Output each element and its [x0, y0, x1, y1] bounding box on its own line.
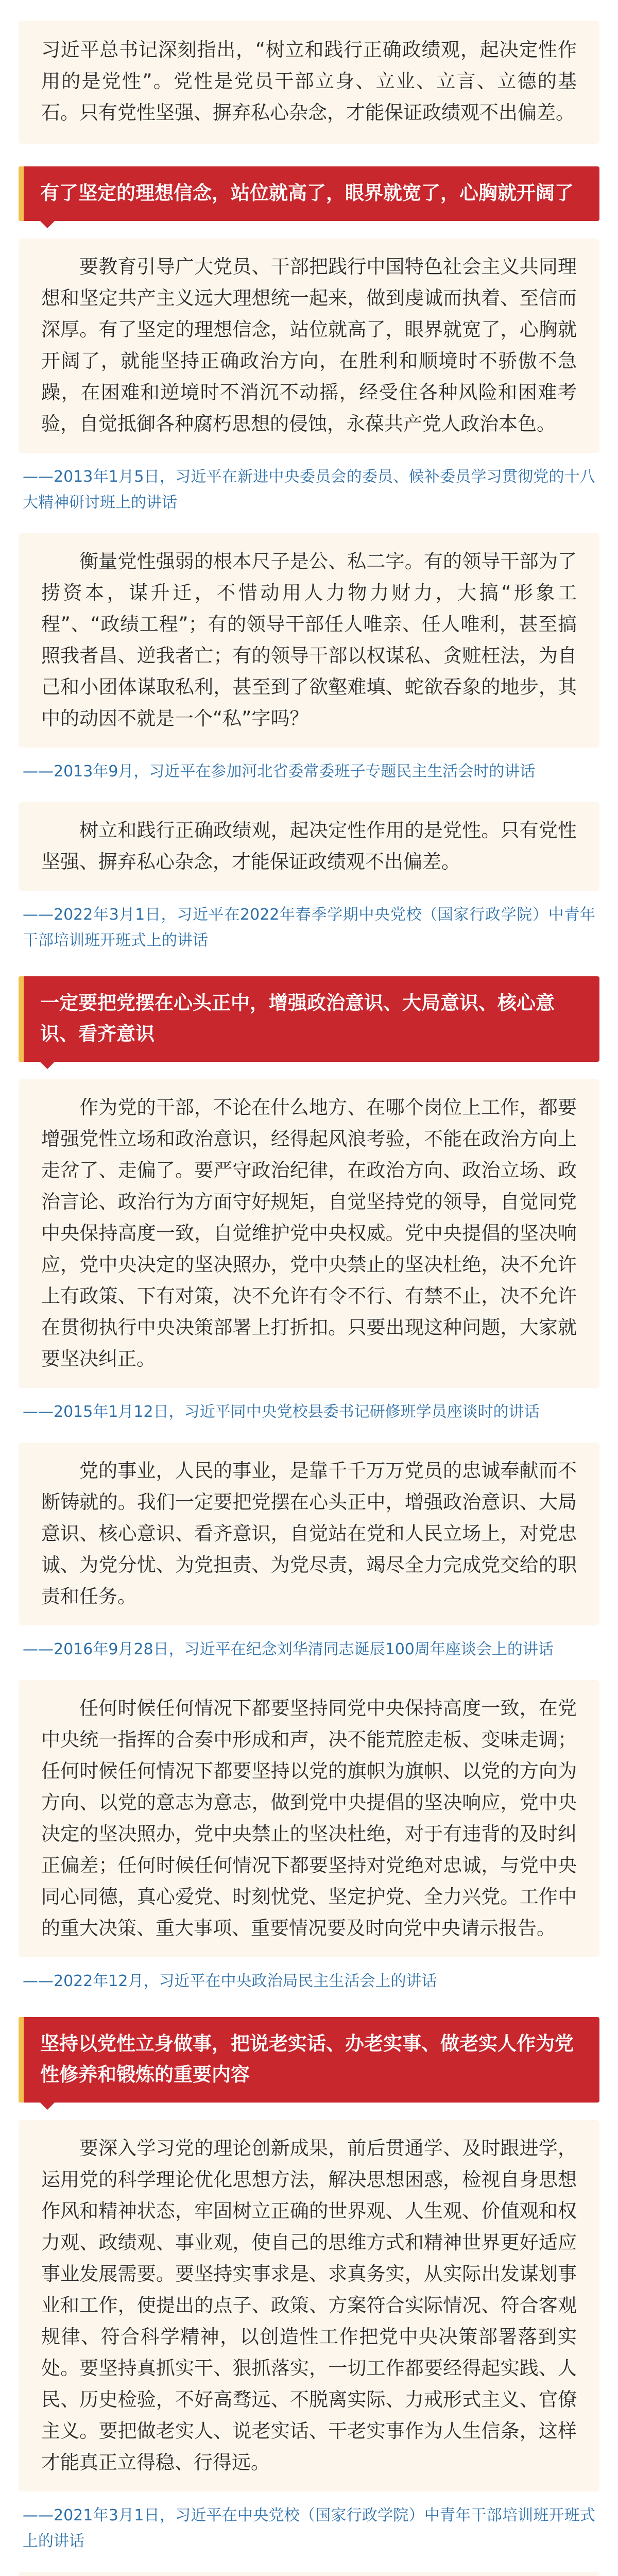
quote-box [19, 2120, 599, 2492]
section-header: 坚持以党性立身做事，把说老实话、办老实事、做老实人作为党性修养和锻炼的重要内容 [19, 2017, 599, 2103]
quote-box [19, 1443, 599, 1625]
quote-text: 衡量党性强弱的根本尺子是公、私二字。有的领导干部为了捞资本，谋升迁，不惜动用人力物力财力，大搞“形象工程”、“政绩工程”；有的领导干部任人唯亲、任人唯利，甚至搞照我者昌、逆我者亡；有的领导干部以权谋私、贪赃枉法，为自己和小团体谋取私利，甚至到了欲壑难填、蛇欲吞象的地步，其中的动因不就是一个“私”字吗？ [41, 550, 577, 730]
quote-box [19, 239, 599, 453]
quote-citation: ——2022年12月，习近平在中央政治局民主生活会上的讲话 [23, 1972, 437, 1990]
section-3 [19, 2017, 599, 2576]
quote-box [19, 1079, 599, 1388]
sections [0, 166, 618, 2576]
section-header: 有了坚定的理想信念，站位就高了，眼界就宽了，心胸就开阔了 [19, 166, 599, 221]
quote-citation: ——2021年3月1日，习近平在中央党校（国家行政学院）中青年干部培训班开班式上的讲话 [23, 2506, 595, 2550]
section-header: 一定要把党摆在心头正中，增强政治意识、大局意识、核心意识、看齐意识 [19, 976, 599, 1062]
quote-box [19, 533, 599, 748]
quote-box [19, 2572, 599, 2576]
quote-citation: ——2022年3月1日，习近平在2022年春季学期中央党校（国家行政学院）中青年干部培训班开班式上的讲话 [23, 906, 595, 950]
intro-text: 习近平总书记深刻指出，“树立和践行正确政绩观，起决定性作用的是党性”。党性是党员干部立身、立业、立言、立德的基石。只有党性坚强、摒弃私心杂念，才能保证政绩观不出偏差。 [41, 39, 577, 124]
quote-text: 作为党的干部，不论在什么地方、在哪个岗位上工作，都要增强党性立场和政治意识，经得起风浪考验，不能在政治方向上走岔了、走偏了。要严守政治纪律，在政治方向、政治立场、政治言论、政治行为方面守好规矩，自觉坚持党的领导，自觉同党中央保持高度一致，自觉维护党中央权威。党中央提倡的坚决响应，党中央决定的坚决照办，党中央禁止的坚决杜绝，决不允许上有政策、下有对策，决不允许有令不行、有禁不止，决不允许在贯彻执行中央决策部署上打折扣。只要出现这种问题，大家就要坚决纠正。 [41, 1096, 577, 1370]
intro-box [19, 21, 599, 144]
quote-citation: ——2016年9月28日，习近平在纪念刘华清同志诞辰100周年座谈会上的讲话 [23, 1640, 554, 1658]
quote-citation: ——2015年1月12日，习近平同中央党校县委书记研修班学员座谈时的讲话 [23, 1403, 540, 1421]
quote-citation: ——2013年9月，习近平在参加河北省委常委班子专题民主生活会时的讲话 [23, 762, 536, 781]
quote-text: 树立和践行正确政绩观，起决定性作用的是党性。只有党性坚强、摒弃私心杂念，才能保证政绩观不出偏差。 [41, 819, 577, 873]
quote-text: 要教育引导广大党员、干部把践行中国特色社会主义共同理想和坚定共产主义远大理想统一起来，做到虔诚而执着、至信而深厚。有了坚定的理想信念，站位就高了，眼界就宽了，心胸就开阔了，就能坚持正确政治方向，在胜利和顺境时不骄傲不急躁，在困难和逆境时不消沉不动摇，经受住各种风险和困难考验，自觉抵御各种腐朽思想的侵蚀，永葆共产党人政治本色。 [41, 256, 577, 435]
quote-citation: ——2013年1月5日，习近平在新进中央委员会的委员、候补委员学习贯彻党的十八大精神研讨班上的讲话 [23, 468, 595, 512]
quote-box [19, 802, 599, 891]
quote-text: 要深入学习党的理论创新成果，前后贯通学、及时跟进学，运用党的科学理论优化思想方法，解决思想困惑，检视自身思想作风和精神状态，牢固树立正确的世界观、人生观、价值观和权力观、政绩观、事业观，使自己的思维方式和精神世界更好适应事业发展需要。要坚持实事求是、求真务实，从实际出发谋划事业和工作，使提出的点子、政策、方案符合实际情况、符合客观规律、符合科学精神，以创造性工作把党中央决策部署落到实处。要坚持真抓实干、狠抓落实，一切工作都要经得起实践、人民、历史检验，不好高骛远、不脱离实际、力戒形式主义、官僚主义。要把做老实人、说老实话、干老实事作为人生信条，这样才能真正立得稳、行得远。 [41, 2137, 577, 2473]
section-2 [19, 976, 599, 1994]
quote-box [19, 1680, 599, 1957]
quote-text: 党的事业，人民的事业，是靠千千万万党员的忠诚奉献而不断铸就的。我们一定要把党摆在心头正中，增强政治意识、大局意识、核心意识、看齐意识，自觉站在党和人民立场上，对党忠诚、为党分忧、为党担责、为党尽责，竭尽全力完成党交给的职责和任务。 [41, 1460, 577, 1607]
quote-text: 任何时候任何情况下都要坚持同党中央保持高度一致，在党中央统一指挥的合奏中形成和声，决不能荒腔走板、变味走调；任何时候任何情况下都要坚持以党的旗帜为旗帜、以党的方向为方向、以党的意志为意志，做到党中央提倡的坚决响应，党中央决定的坚决照办，党中央禁止的坚决杜绝，对于有违背的及时纠正偏差；任何时候任何情况下都要坚持对党绝对忠诚，与党中央同心同德，真心爱党、时刻忧党、坚定护党、全力兴党。工作中的重大决策、重大事项、重要情况要及时向党中央请示报告。 [41, 1697, 577, 1939]
section-1 [19, 166, 599, 954]
